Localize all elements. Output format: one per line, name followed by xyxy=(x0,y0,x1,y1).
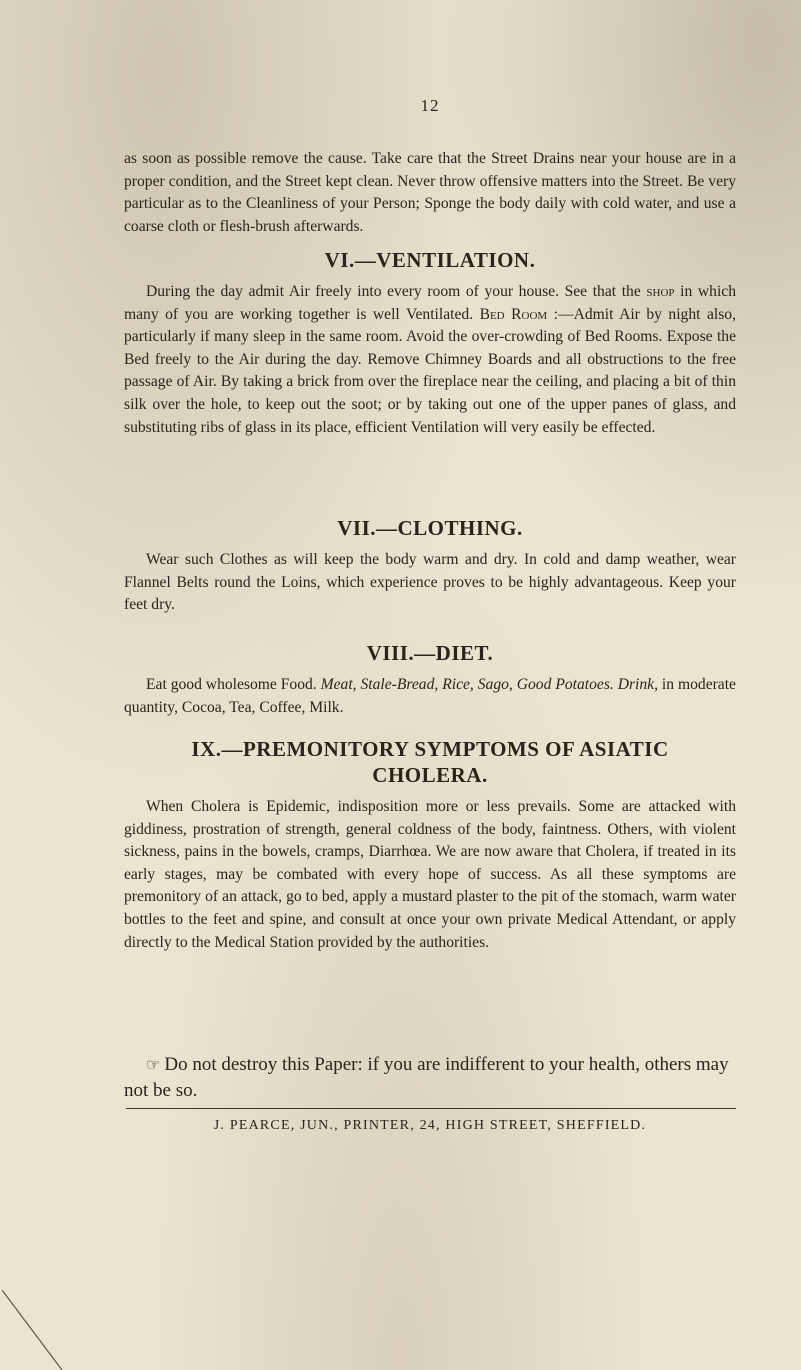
pointing-hand-icon: ☞ xyxy=(146,1057,161,1074)
clothing-section xyxy=(124,515,736,617)
symptoms-paragraph: When Cholera is Epidemic, indisposition more or less prevails. Some are attacked with giddiness, prostration of strength, general coldness of the body, faintness. Others, with violent sickness, pains in the bowels, cramps, Diarrhœa. We are now aware that Cholera, if treated in its early stages, may be combated with every hope of success. As all these symptoms are premonitory of an attack, go to bed, apply a mustard plaster to the pit of the stomach, warm water bottles to the feet and spine, and consult at once your own private Medical Attendant, or apply directly to the Medical Station provided by the authorities. xyxy=(124,798,736,951)
notice-paragraph xyxy=(124,1052,736,1103)
ventilation-section xyxy=(124,247,736,439)
footer-rule xyxy=(126,1108,736,1109)
symptoms-heading-line2: CHOLERA. xyxy=(372,763,488,787)
symptoms-section xyxy=(124,736,736,954)
ventilation-text-3: :—Admit Air by night also, particularly if many sleep in the same room. Avoid the over-crowding of Bed Rooms. Expose the Bed freely to the Air during the day. Remove Chimney Boards and all obstructions to the free passage of Air. By taking a brick from over the fireplace near the ceiling, and placing a bit of thin silk over the hole, to keep out the soot; or by taking out one of the upper panes of glass, and substituting ribs of glass in its place, efficient Ventilation will very easily be effected. xyxy=(124,305,736,436)
diet-eat: Eat good wholesome Food. xyxy=(146,676,317,693)
diet-section xyxy=(124,640,736,719)
diet-paragraph xyxy=(124,674,736,719)
crease-line xyxy=(2,1290,62,1370)
ventilation-paragraph xyxy=(124,281,736,439)
diet-drink-text: in moderate quantity, Cocoa, Tea, Coffee, Milk. xyxy=(124,676,736,716)
diet-heading: VIII.—DIET. xyxy=(366,641,494,665)
clothing-paragraph: Wear such Clothes as will keep the body warm and dry. In cold and damp weather, wear Flannel Belts round the Loins, which experience proves to be highly advantageous. Keep your feet dry. xyxy=(124,551,736,614)
diet-foods: Meat, Stale-Bread, Rice, Sago, Good Potatoes. xyxy=(320,676,614,693)
printer-footer: J. PEARCE, JUN., PRINTER, 24, HIGH STREET, SHEFFIELD. xyxy=(213,1118,647,1133)
diet-drink-label: Drink, xyxy=(617,676,658,693)
page-number: 12 xyxy=(420,96,440,115)
intro-section xyxy=(124,148,736,238)
clothing-heading: VII.—CLOTHING. xyxy=(337,516,523,540)
ventilation-text-2: in which many of you are working together is well Ventilated. xyxy=(124,283,736,323)
page-crease-mark xyxy=(0,1290,80,1370)
notice-text: Do not destroy this Paper: if you are indifferent to your health, others may not be so. xyxy=(124,1054,729,1101)
ventilation-heading: VI.—VENTILATION. xyxy=(324,248,536,272)
intro-paragraph: as soon as possible remove the cause. Take care that the Street Drains near your house are in a proper condition, and the Street kept clean. Never throw offensive matters into the Street. Be very particular as to the Cleanliness of your Person; Sponge the body daily with cold water, and use a coarse cloth or flesh-brush afterwards. xyxy=(124,150,736,235)
notice-section xyxy=(124,1052,736,1103)
ventilation-text-1: During the day admit Air freely into every room of your house. See that the xyxy=(146,283,641,300)
bed-room-term: Bed Room xyxy=(479,305,548,323)
symptoms-heading-line1: IX.—PREMONITORY SYMPTOMS OF ASIATIC xyxy=(191,737,669,761)
shop-term: shop xyxy=(646,283,675,300)
